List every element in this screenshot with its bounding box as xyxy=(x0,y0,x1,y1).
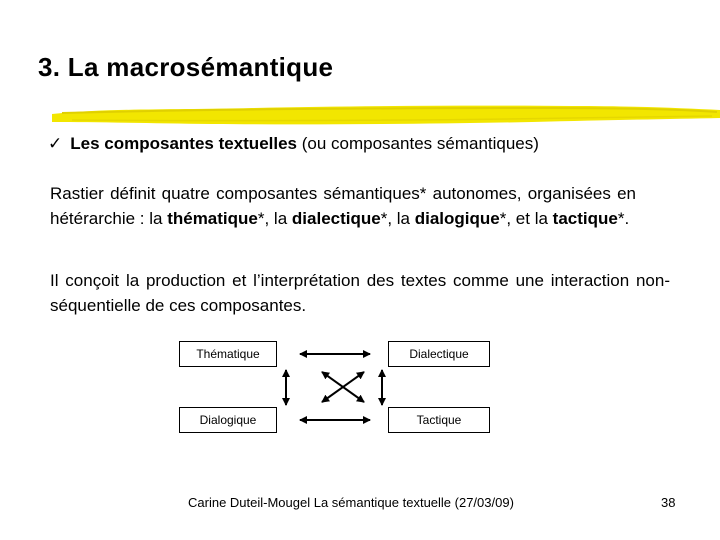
footer-text: Carine Duteil-Mougel La sémantique textuelle (27/03/09) xyxy=(188,495,514,510)
box-thematique: Thématique xyxy=(179,341,277,367)
paragraph1-tactique: tactique xyxy=(552,209,618,228)
paragraph1-dialectique: dialectique xyxy=(291,209,381,228)
paragraph-interaction: Il conçoit la production et l’interprétation des textes comme une interaction non-séquentielle de ces composantes. xyxy=(50,271,670,315)
paragraph1-text-4: *, et la xyxy=(499,209,553,228)
paragraph1-text-1: Rastier définit quatre composantes sémantiques* autonomes, organisées en hétérarchie : la xyxy=(50,184,636,228)
slide-title: 3. La macrosémantique xyxy=(38,52,334,82)
paragraph1-text-2: *, la xyxy=(257,209,292,228)
paragraph1-dialogique: dialogique xyxy=(414,209,500,228)
box-tactique: Tactique xyxy=(388,407,490,433)
paragraph1-text-5: *. xyxy=(617,209,630,228)
bullet-bold-text: Les composantes textuelles xyxy=(70,134,298,153)
box-dialogique: Dialogique xyxy=(179,407,277,433)
bullet-rest-text: (ou composantes sémantiques) xyxy=(297,134,539,153)
checkmark-icon: ✓ xyxy=(48,134,63,153)
box-dialectique: Dialectique xyxy=(388,341,490,367)
paragraph1-text-3: *, la xyxy=(380,209,415,228)
paragraph1-thematique: thématique xyxy=(167,209,258,228)
page-number: 38 xyxy=(661,495,676,510)
